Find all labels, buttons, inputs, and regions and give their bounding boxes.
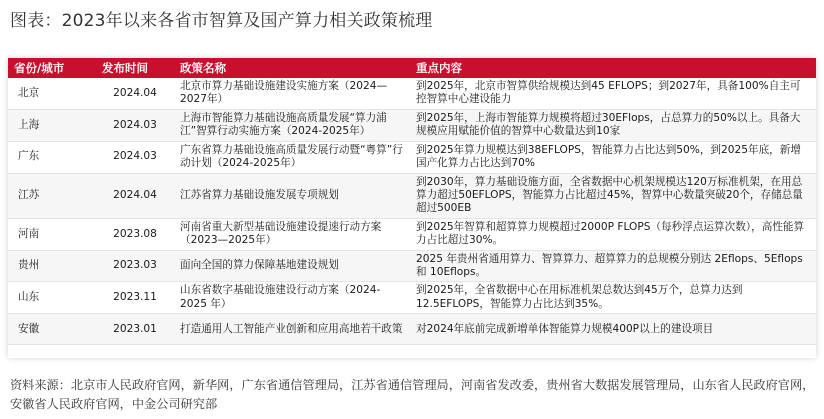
cell-date: 2024.04 bbox=[96, 173, 174, 218]
table-row bbox=[8, 250, 816, 282]
cell-policy: 北京市算力基础设施建设实施方案（2024—2027年） bbox=[174, 78, 410, 109]
header-policy: 政策名称 bbox=[174, 58, 410, 78]
header-region: 省份/城市 bbox=[8, 58, 96, 78]
header-content: 重点内容 bbox=[410, 58, 816, 78]
cell-content: 到2025年，上海市智能算力规模将超过30EFlops，占总算力的50%以上。具备大规模应用赋能价值的智算中心数量达到10家 bbox=[410, 109, 816, 141]
cell-policy: 河南省重大新型基础设施建设提速行动方案（2023—2025年） bbox=[174, 218, 410, 250]
cell-policy: 打造通用人工智能产业创新和应用高地若干政策 bbox=[174, 314, 410, 345]
source-note: 资料来源：北京市人民政府官网，新华网，广东省通信管理局，江苏省通信管理局，河南省发改委，贵州省大数据发展管理局，山东省人民政府官网，安徽省人民政府官网，中金公司研究部 bbox=[10, 378, 815, 411]
cell-content: 到2025年，全省数据中心在用标准机架总数达到45万个，总算力达到12.5EFLOPS，智能算力占比达到35%。 bbox=[410, 282, 816, 314]
cell-region: 河南 bbox=[8, 218, 96, 250]
header-date: 发布时间 bbox=[96, 58, 174, 78]
policy-table-card bbox=[8, 58, 816, 358]
cell-date: 2023.03 bbox=[96, 250, 174, 282]
cell-content: 到2025年算力规模达到38EFLOPS，智能算力占比达到50%，到2025年底，新增国产化算力占比达到70% bbox=[410, 141, 816, 173]
cell-region: 山东 bbox=[8, 282, 96, 314]
policy-table bbox=[8, 58, 816, 345]
table-row bbox=[8, 218, 816, 250]
cell-region: 安徽 bbox=[8, 314, 96, 345]
cell-policy: 广东省算力基础设施高质量发展行动暨“粤算”行动计划（2024-2025年） bbox=[174, 141, 410, 173]
cell-date: 2024.03 bbox=[96, 141, 174, 173]
cell-content: 到2025年智算和超算算力规模超过2000P FLOPS（每秒浮点运算次数），高性能算力占比超过30%。 bbox=[410, 218, 816, 250]
cell-region: 江苏 bbox=[8, 173, 96, 218]
cell-date: 2024.04 bbox=[96, 78, 174, 109]
cell-region: 广东 bbox=[8, 141, 96, 173]
table-row bbox=[8, 282, 816, 314]
cell-date: 2023.08 bbox=[96, 218, 174, 250]
cell-date: 2024.03 bbox=[96, 109, 174, 141]
table-row bbox=[8, 314, 816, 345]
table-row bbox=[8, 78, 816, 109]
chart-title: 图表：2023年以来各省市智算及国产算力相关政策梳理 bbox=[10, 11, 433, 31]
cell-policy: 上海市智能算力基础设施高质量发展“算力浦江”智算行动实施方案（2024-2025年） bbox=[174, 109, 410, 141]
table-header-row bbox=[8, 58, 816, 78]
cell-policy: 江苏省算力基础设施发展专项规划 bbox=[174, 173, 410, 218]
cell-content: 2025 年贵州省通用算力、智算算力、超算算力的总规模分别达 2Eflops、5Eflops 和 10Eflops。 bbox=[410, 250, 816, 282]
cell-region: 北京 bbox=[8, 78, 96, 109]
table-row bbox=[8, 109, 816, 141]
cell-date: 2023.01 bbox=[96, 314, 174, 345]
cell-content: 对2024年底前完成新增单体智能算力规模400P以上的建设项目 bbox=[410, 314, 816, 345]
cell-region: 上海 bbox=[8, 109, 96, 141]
cell-content: 到2025年，北京市智算供给规模达到45 EFLOPS；到2027年，具备100%自主可控智算中心建设能力 bbox=[410, 78, 816, 109]
cell-region: 贵州 bbox=[8, 250, 96, 282]
cell-date: 2023.11 bbox=[96, 282, 174, 314]
table-row bbox=[8, 173, 816, 218]
cell-policy: 面向全国的算力保障基地建设规划 bbox=[174, 250, 410, 282]
cell-policy: 山东省数字基础设施建设行动方案（2024-2025 年） bbox=[174, 282, 410, 314]
cell-content: 到2030年，算力基础设施方面，全省数据中心机架规模达120万标准机架，在用总算力超过50EFLOPS，智能算力占比超过45%，智算中心数量突破20个，存储总量超过500EB bbox=[410, 173, 816, 218]
table-row bbox=[8, 141, 816, 173]
